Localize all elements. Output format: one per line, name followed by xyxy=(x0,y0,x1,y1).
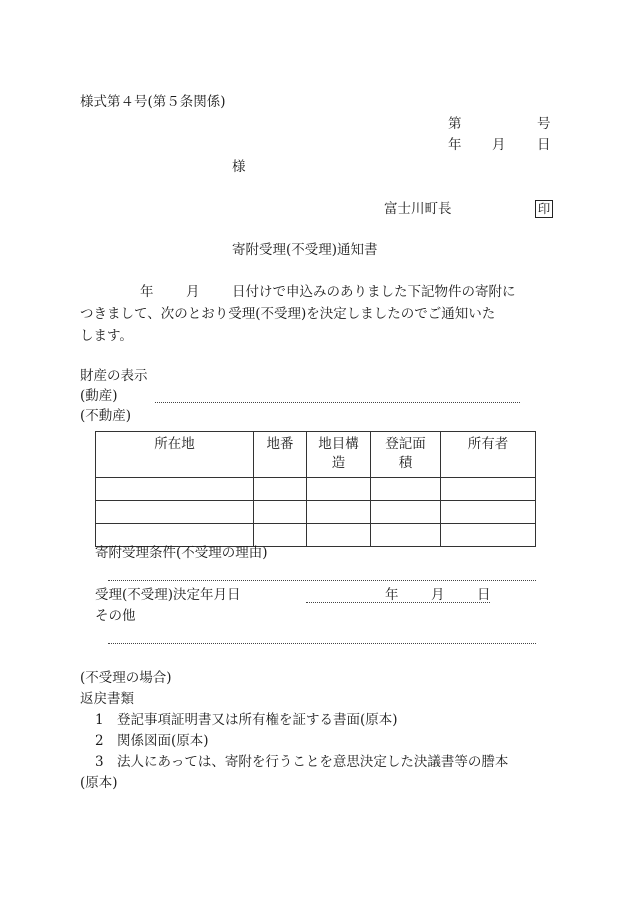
property-heading: 財産の表示 xyxy=(80,368,148,384)
other-label: その他 xyxy=(95,608,136,624)
decision-date-day: 日 xyxy=(477,587,491,603)
table-cell xyxy=(371,478,441,501)
table-row xyxy=(96,524,536,547)
column-header: 所在地 xyxy=(96,432,254,478)
list-item-number: 3 xyxy=(95,754,104,770)
table-header-row xyxy=(96,432,536,478)
intro-line3: します。 xyxy=(80,328,133,344)
column-header: 所有者 xyxy=(441,432,536,478)
list-item-text: 法人にあっては、寄附を行うことを意思決定した決議書等の謄本 xyxy=(117,754,509,770)
table-cell xyxy=(371,501,441,524)
table-cell xyxy=(96,501,254,524)
column-header: 地目構 造 xyxy=(307,432,371,478)
doc-number-prefix: 第 xyxy=(448,116,462,132)
intro-line1: 日付けで申込みのありました下記物件の寄附に xyxy=(232,284,516,300)
conditions-label: 寄附受理条件(不受理の理由) xyxy=(95,545,268,561)
table-cell xyxy=(254,501,307,524)
column-header: 登記面 積 xyxy=(371,432,441,478)
date-day: 日 xyxy=(537,137,551,153)
immovable-label: (不動産) xyxy=(80,408,132,424)
document-title: 寄附受理(不受理)通知書 xyxy=(232,242,378,258)
table-cell xyxy=(371,524,441,547)
list-item-text: 登記事項証明書又は所有権を証する書面(原本) xyxy=(117,712,398,728)
list-item-continuation: (原本) xyxy=(80,775,118,791)
table-cell xyxy=(96,524,254,547)
return-docs-label: 返戻書類 xyxy=(80,691,134,707)
intro-line2: つきまして、次のとおり受理(不受理)を決定しましたのでご通知いた xyxy=(80,306,496,322)
table-cell xyxy=(307,501,371,524)
seal-stamp: 印 xyxy=(535,200,553,218)
list-item-number: 2 xyxy=(95,733,104,749)
date-year: 年 xyxy=(448,137,462,153)
table-cell xyxy=(254,478,307,501)
date-month: 月 xyxy=(492,137,506,153)
addressee-suffix: 様 xyxy=(232,159,246,175)
conditions-dotted-line xyxy=(108,580,536,581)
movable-dotted-line xyxy=(155,402,520,403)
doc-number-suffix: 号 xyxy=(537,116,551,132)
issuer-title: 富士川町長 xyxy=(384,201,452,217)
table-cell xyxy=(307,478,371,501)
table-cell xyxy=(441,524,536,547)
rejection-heading: (不受理の場合) xyxy=(80,670,172,686)
table-cell xyxy=(96,478,254,501)
intro-month: 月 xyxy=(186,284,200,300)
decision-date-dotted-line xyxy=(306,602,490,603)
other-dotted-line xyxy=(108,643,536,644)
table-cell xyxy=(441,478,536,501)
table-row xyxy=(96,478,536,501)
property-table xyxy=(95,431,536,547)
intro-year: 年 xyxy=(140,284,154,300)
form-label: 様式第４号(第５条関係) xyxy=(80,94,226,110)
movable-label: (動産) xyxy=(80,388,118,404)
list-item-number: 1 xyxy=(95,712,104,728)
table-cell xyxy=(441,501,536,524)
decision-date-month: 月 xyxy=(431,587,445,603)
table-cell xyxy=(307,524,371,547)
decision-date-label: 受理(不受理)決定年月日 xyxy=(95,587,241,603)
column-header: 地番 xyxy=(254,432,307,478)
decision-date-year: 年 xyxy=(385,587,399,603)
table-cell xyxy=(254,524,307,547)
list-item-text: 関係図面(原本) xyxy=(117,733,209,749)
table-row xyxy=(96,501,536,524)
